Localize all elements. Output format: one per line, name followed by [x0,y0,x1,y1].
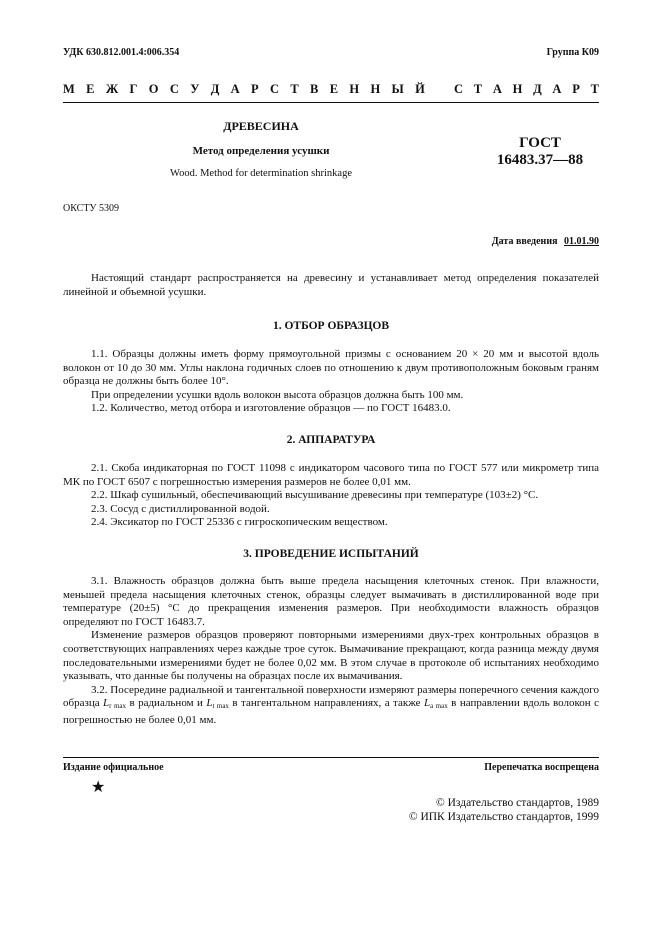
section-1-title: 1. ОТБОР ОБРАЗЦОВ [272,320,390,332]
star-icon: ★ [91,779,106,796]
symbol-l-radial: L [103,697,110,710]
clause-3-1-note: Изменение размеров образцов проверяют повторными измерениями двух-трех контрольных образцов в соответствующих направлениях через каждые трое суток. Вымачивание прекращают, когда разница между двумя последовательными измерениями будет не более 0,02 мм. В этом случае в протоколе об испытаниях необходимо указывать, что данные бы получены на образцах после их вымачивания. [63,629,599,683]
banner-word1-letter: С [169,82,179,96]
clause-2-2: 2.2. Шкаф сушильный, обеспечивающий высушивание древесины при температуре (103±2) °С. [91,489,539,502]
introduction-date-label: Дата введения [491,236,558,247]
banner-word2-letter: Д [533,82,542,96]
banner-word1-letter: Н [370,82,381,96]
clause-2-4: 2.4. Эксикатор по ГОСТ 25336 с гигроскопическим веществом. [91,516,388,529]
copyright-1999: © ИПК Издательство стандартов, 1999 [408,811,599,823]
gost-label: ГОСТ [519,135,561,151]
banner-word2-letter: А [492,82,502,96]
gost-number: 16483.37—88 [496,152,584,168]
banner-word1-letter: С [270,82,280,96]
banner-word-standard [454,82,599,97]
section-1-body [63,348,599,416]
banner-word2-letter: Т [590,82,599,96]
copyright-1989: © Издательство стандартов, 1989 [435,797,599,809]
symbol-l-axial: L [424,697,431,710]
banner-word-interstate [63,82,425,97]
banner-word1-letter: Т [290,82,299,96]
clause-1-2: 1.2. Количество, метод отбора и изготовление образцов — по ГОСТ 16483.0. [91,402,451,415]
banner-word1-letter: Г [129,82,138,96]
banner-word1-letter: Й [415,82,425,96]
clause-1-1-note: При определении усушки вдоль волокон высота образцов должна быть 100 мм. [91,388,464,401]
banner-rule [63,102,599,103]
banner-word2-letter: Р [572,82,580,96]
official-edition-label: Издание официальное [63,762,164,773]
document-title: ДРЕВЕСИНА [223,119,299,133]
banner-word1-letter: М [63,82,75,96]
introduction-date [492,236,599,247]
group-code: Группа К09 [546,47,599,58]
banner-word2-letter: А [552,82,562,96]
english-title: Wood. Method for determination shrinkage [170,168,352,179]
clause-2-1: 2.1. Скоба индикаторная по ГОСТ 11098 с индикатором часового типа по ГОСТ 577 или микрометр типа МК по ГОСТ 6507 с погрешностью измерения размеров не более 0,01 мм. [63,462,599,488]
banner-word1-letter: Е [86,82,95,96]
clause-3-1: 3.1. Влажность образцов должна быть выше предела насыщения клеточных стенок. При влажности, меньшей предела насыщения клеточных стенок, образцы следует вымачивать в дистиллированной воде при температуре (20±5) °С до прекращения изменения размеров. При необходимости влажность образцов определяют по ГОСТ 16483.7. [63,575,599,628]
section-2-title: 2. АППАРАТУРА [286,434,376,446]
banner-word1-letter: Д [210,82,220,96]
banner-word1-letter: Ж [105,82,119,96]
footer-rule [63,757,599,758]
udk-code: УДК 630.812.001.4:006.354 [63,47,180,58]
clause-1-1: 1.1. Образцы должны иметь форму прямоугольной призмы с основанием 20 × 20 мм и высотой вдоль волокон от 10 до 30 мм. Углы наклона годичных слоев по отношению к двум противоположным боковым граням образца не должны быть более 10°. [63,348,599,388]
section-3-title: 3. ПРОВЕДЕНИЕ ИСПЫТАНИЙ [243,548,419,560]
introduction-date-value: 01.01.90 [564,236,599,247]
banner-word1-letter: А [230,82,240,96]
banner-word1-letter: Е [329,82,339,96]
section-2-body [63,462,599,530]
banner-word1-letter: Ы [391,82,404,96]
okstu-code: ОКСТУ 5309 [63,203,120,214]
interstate-standard-banner [63,82,599,97]
document-subtitle: Метод определения усушки [192,145,330,157]
banner-word1-letter: В [310,82,319,96]
intro-paragraph: Настоящий стандарт распространяется на древесину и устанавливает метод определения показателей линейной и объемной усушки. [63,272,599,298]
banner-word1-letter: О [148,82,159,96]
banner-word1-letter: Р [251,82,259,96]
banner-word2-letter: Т [473,82,483,96]
banner-word1-letter: У [190,82,200,96]
banner-word1-letter: Н [349,82,360,96]
clause-3-2: 3.2. Посередине радиальной и тангентальной поверхности измеряют размеры поперечного сечения каждого образца $L_{r max}$ в радиальном и $L_{t max}$ в тангентальном направлениях, а также $L_{a max}$ в направлении вдоль волокон с погрешностью не более 0,01 мм. [63,683,600,726]
section-3-body [63,575,599,728]
banner-word2-letter: Н [512,82,523,96]
reprint-prohibited-label: Перепечатка воспрещена [484,762,599,773]
symbol-l-tangential: L [206,697,213,710]
clause-2-3: 2.3. Сосуд с дистиллированной водой. [91,502,270,515]
banner-word2-letter: С [454,82,464,96]
